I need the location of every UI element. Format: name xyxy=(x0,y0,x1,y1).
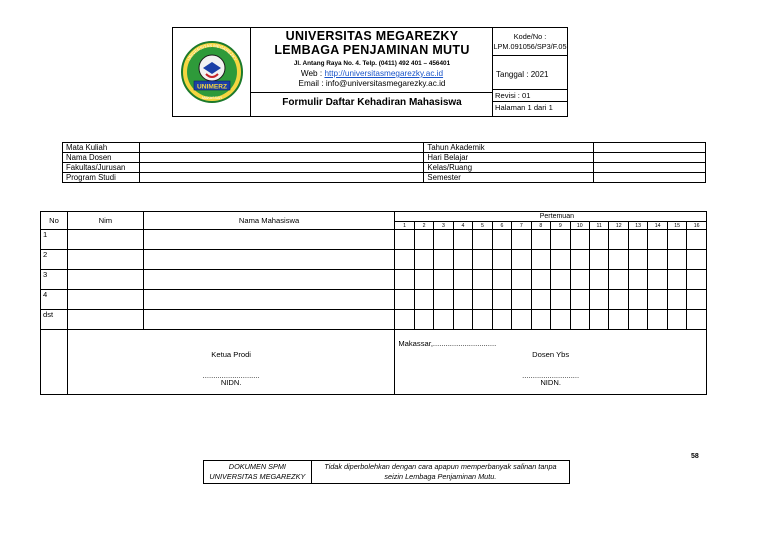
info-label: Kelas/Ruang xyxy=(424,163,594,173)
attendance-cell[interactable] xyxy=(473,310,492,330)
attendance-cell[interactable] xyxy=(395,310,414,330)
meeting-number: 7 xyxy=(512,222,531,230)
attendance-cell[interactable] xyxy=(628,290,647,310)
attendance-cell[interactable] xyxy=(551,310,570,330)
divider xyxy=(493,101,567,102)
nim-cell[interactable] xyxy=(67,250,143,270)
revisi-field: Revisi : 01 xyxy=(495,91,531,100)
attendance-cell[interactable] xyxy=(434,250,453,270)
attendance-cell[interactable] xyxy=(453,250,472,270)
attendance-cell[interactable] xyxy=(395,270,414,290)
attendance-cell[interactable] xyxy=(492,310,511,330)
table-row xyxy=(41,270,707,290)
attendance-cell[interactable] xyxy=(414,250,433,270)
meeting-number: 13 xyxy=(628,222,647,230)
svg-text:MAKASSAR: MAKASSAR xyxy=(202,96,222,100)
footer-doc-label: DOKUMEN SPMI UNIVERSITAS MEGAREZKY xyxy=(204,461,312,484)
attendance-cell[interactable] xyxy=(570,230,589,250)
attendance-cell[interactable] xyxy=(609,310,628,330)
attendance-cell[interactable] xyxy=(628,310,647,330)
attendance-cell[interactable] xyxy=(453,270,472,290)
attendance-cell[interactable] xyxy=(551,250,570,270)
nama-cell[interactable] xyxy=(143,270,395,290)
info-label: Program Studi xyxy=(63,173,140,183)
divider xyxy=(493,55,567,56)
table-row xyxy=(41,230,707,250)
col-header-nim: Nim xyxy=(67,212,143,230)
attendance-cell[interactable] xyxy=(590,310,609,330)
meeting-number: 4 xyxy=(453,222,472,230)
attendance-cell[interactable] xyxy=(473,290,492,310)
signature-dots: ........................... xyxy=(202,371,260,380)
attendance-cell[interactable] xyxy=(570,290,589,310)
info-label: Nama Dosen xyxy=(63,153,140,163)
attendance-cell[interactable] xyxy=(687,310,707,330)
attendance-cell[interactable] xyxy=(648,310,667,330)
attendance-cell[interactable] xyxy=(531,250,550,270)
nama-cell[interactable] xyxy=(143,310,395,330)
signature-dots: ........................... xyxy=(522,371,580,380)
attendance-cell[interactable] xyxy=(473,230,492,250)
attendance-cell[interactable] xyxy=(531,310,550,330)
attendance-cell[interactable] xyxy=(648,230,667,250)
institution-name: LEMBAGA PENJAMINAN MUTU xyxy=(274,43,470,57)
info-value[interactable] xyxy=(139,173,423,183)
svg-text:UNIMERZ: UNIMERZ xyxy=(196,83,228,91)
attendance-cell[interactable] xyxy=(590,270,609,290)
info-row xyxy=(63,163,706,173)
nim-cell[interactable] xyxy=(67,230,143,250)
footer-box xyxy=(203,460,570,484)
table-row xyxy=(41,310,707,330)
header-title-cell xyxy=(251,28,493,116)
meeting-number: 1 xyxy=(395,222,414,230)
attendance-cell[interactable] xyxy=(687,270,707,290)
attendance-cell[interactable] xyxy=(609,230,628,250)
table-row xyxy=(41,250,707,270)
attendance-cell[interactable] xyxy=(551,230,570,250)
info-row xyxy=(63,153,706,163)
nidn-label: NIDN. xyxy=(540,378,561,387)
attendance-cell[interactable] xyxy=(473,270,492,290)
divider xyxy=(251,92,493,93)
attendance-cell[interactable] xyxy=(570,310,589,330)
signature-blank xyxy=(41,330,68,395)
info-value[interactable] xyxy=(594,173,706,183)
col-header-no: No xyxy=(41,212,68,230)
attendance-cell[interactable] xyxy=(570,270,589,290)
attendance-cell[interactable] xyxy=(667,310,686,330)
attendance-cell[interactable] xyxy=(395,230,414,250)
attendance-cell[interactable] xyxy=(531,290,550,310)
attendance-cell[interactable] xyxy=(414,230,433,250)
attendance-cell[interactable] xyxy=(687,250,707,270)
attendance-cell[interactable] xyxy=(453,310,472,330)
attendance-cell[interactable] xyxy=(395,290,414,310)
attendance-cell[interactable] xyxy=(395,250,414,270)
web-line xyxy=(251,69,493,78)
meeting-number: 9 xyxy=(551,222,570,230)
col-header-pertemuan: Pertemuan xyxy=(395,212,707,222)
attendance-cell[interactable] xyxy=(551,270,570,290)
attendance-cell[interactable] xyxy=(512,270,531,290)
attendance-cell[interactable] xyxy=(570,250,589,270)
meeting-number: 10 xyxy=(570,222,589,230)
email-line: Email : info@universitasmegarezky.ac.id xyxy=(298,79,446,88)
signature-right xyxy=(395,330,707,395)
info-label: Mata Kuliah xyxy=(63,143,140,153)
row-number: 1 xyxy=(41,230,68,250)
attendance-cell[interactable] xyxy=(667,270,686,290)
web-label: Web : xyxy=(300,69,325,78)
page-number: 58 xyxy=(691,453,699,460)
attendance-cell[interactable] xyxy=(590,250,609,270)
nidn-label: NIDN. xyxy=(220,378,242,387)
attendance-cell[interactable] xyxy=(434,270,453,290)
footer-notice: Tidak diperbolehkan dengan cara apapun memperbanyak salinan tanpa seizin Lembaga Penjaminan Mutu. xyxy=(311,461,569,484)
attendance-cell[interactable] xyxy=(492,290,511,310)
attendance-cell[interactable] xyxy=(453,230,472,250)
meeting-number: 12 xyxy=(609,222,628,230)
info-row xyxy=(63,173,706,183)
footer-row xyxy=(204,461,570,484)
nama-cell[interactable] xyxy=(143,290,395,310)
row-number: 2 xyxy=(41,250,68,270)
meeting-number: 6 xyxy=(492,222,511,230)
attendance-cell[interactable] xyxy=(531,230,550,250)
meeting-number: 2 xyxy=(414,222,433,230)
attendance-cell[interactable] xyxy=(628,250,647,270)
attendance-cell[interactable] xyxy=(512,250,531,270)
info-value[interactable] xyxy=(139,163,423,173)
attendance-cell[interactable] xyxy=(473,250,492,270)
attendance-cell[interactable] xyxy=(628,270,647,290)
university-logo xyxy=(173,28,251,116)
info-value[interactable] xyxy=(594,143,706,153)
signature-left xyxy=(67,330,394,395)
info-label: Hari Belajar xyxy=(424,153,594,163)
divider xyxy=(493,89,567,90)
logo-cell xyxy=(173,28,251,116)
svg-text:UNIVERSITAS MEGAREZKY: UNIVERSITAS MEGAREZKY xyxy=(186,42,238,62)
attendance-cell[interactable] xyxy=(667,230,686,250)
row-number: 3 xyxy=(41,270,68,290)
course-info-table xyxy=(62,142,706,183)
signature-row xyxy=(41,330,707,395)
attendance-cell[interactable] xyxy=(648,290,667,310)
meeting-number: 14 xyxy=(648,222,667,230)
place-date-line: Makassar,.............................. xyxy=(398,339,497,348)
tanggal-field: Tanggal : 2021 xyxy=(496,70,549,79)
meeting-number: 16 xyxy=(687,222,707,230)
meeting-number: 15 xyxy=(667,222,686,230)
attendance-cell[interactable] xyxy=(648,270,667,290)
info-label: Tahun Akademik xyxy=(424,143,594,153)
attendance-cell[interactable] xyxy=(512,310,531,330)
dosen-title: Dosen Ybs xyxy=(532,350,570,359)
attendance-table xyxy=(40,211,707,395)
col-header-nama: Nama Mahasiswa xyxy=(143,212,395,230)
info-value[interactable] xyxy=(594,153,706,163)
web-link[interactable]: http://universitasmegarezky.ac.id xyxy=(324,69,444,78)
address-line: Jl. Antang Raya No. 4. Telp. (0411) 492 401 – 456401 xyxy=(293,60,451,67)
attendance-cell[interactable] xyxy=(512,230,531,250)
attendance-cell[interactable] xyxy=(414,310,433,330)
attendance-cell[interactable] xyxy=(590,230,609,250)
attendance-cell[interactable] xyxy=(667,250,686,270)
attendance-cell[interactable] xyxy=(531,270,550,290)
ketua-prodi-title: Ketua Prodi xyxy=(211,350,251,359)
meeting-number: 3 xyxy=(434,222,453,230)
nim-cell[interactable] xyxy=(67,310,143,330)
attendance-cell[interactable] xyxy=(609,250,628,270)
meeting-number: 5 xyxy=(473,222,492,230)
attendance-cell[interactable] xyxy=(492,250,511,270)
university-name: UNIVERSITAS MEGAREZKY xyxy=(285,29,459,43)
nim-cell[interactable] xyxy=(67,290,143,310)
info-label: Fakultas/Jurusan xyxy=(63,163,140,173)
doc-meta-cell xyxy=(493,28,567,116)
nim-cell[interactable] xyxy=(67,270,143,290)
attendance-cell[interactable] xyxy=(590,290,609,310)
attendance-cell[interactable] xyxy=(414,290,433,310)
attendance-cell[interactable] xyxy=(414,270,433,290)
kode-label: Kode/No : xyxy=(513,32,547,41)
attendance-cell[interactable] xyxy=(453,290,472,310)
attendance-cell[interactable] xyxy=(434,310,453,330)
attendance-cell[interactable] xyxy=(648,250,667,270)
attendance-cell[interactable] xyxy=(512,290,531,310)
info-value[interactable] xyxy=(594,163,706,173)
attendance-cell[interactable] xyxy=(492,230,511,250)
attendance-cell[interactable] xyxy=(551,290,570,310)
row-number: 4 xyxy=(41,290,68,310)
attendance-cell[interactable] xyxy=(609,270,628,290)
attendance-cell[interactable] xyxy=(628,230,647,250)
form-title: Formulir Daftar Kehadiran Mahasiswa xyxy=(282,97,462,108)
table-header-row xyxy=(41,212,707,222)
info-label: Semester xyxy=(424,173,594,183)
attendance-cell[interactable] xyxy=(492,270,511,290)
info-value[interactable] xyxy=(139,143,423,153)
nama-cell[interactable] xyxy=(143,230,395,250)
attendance-cell[interactable] xyxy=(434,290,453,310)
info-row xyxy=(63,143,706,153)
table-row xyxy=(41,290,707,310)
halaman-field: Halaman 1 dari 1 xyxy=(495,103,553,112)
info-value[interactable] xyxy=(139,153,423,163)
attendance-cell[interactable] xyxy=(687,230,707,250)
kode-value: LPM.091056/SP3/F.05 xyxy=(493,42,567,51)
meeting-number: 8 xyxy=(531,222,550,230)
nama-cell[interactable] xyxy=(143,250,395,270)
attendance-cell[interactable] xyxy=(687,290,707,310)
meeting-number: 11 xyxy=(590,222,609,230)
attendance-cell[interactable] xyxy=(667,290,686,310)
attendance-cell[interactable] xyxy=(434,230,453,250)
attendance-cell[interactable] xyxy=(609,290,628,310)
document-header xyxy=(172,27,568,117)
row-number: dst xyxy=(41,310,68,330)
